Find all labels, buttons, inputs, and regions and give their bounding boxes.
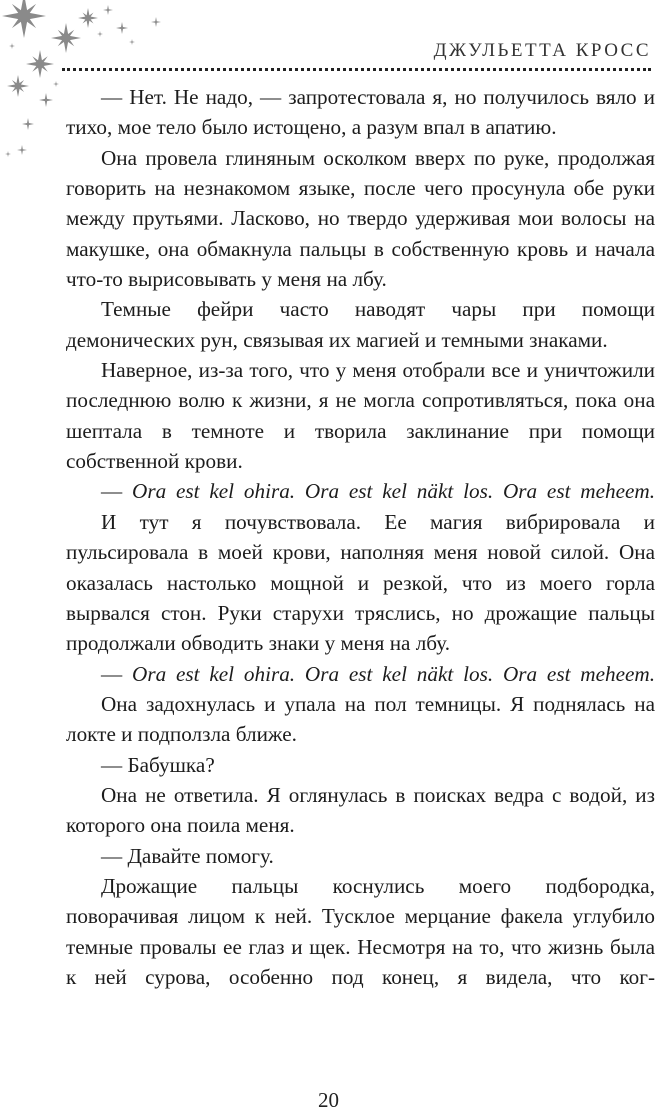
sparkle-star-icon (39, 93, 53, 107)
sparkle-star-icon (5, 151, 11, 157)
sparkle-star-icon (53, 81, 59, 87)
paragraph-spell (66, 476, 655, 506)
paragraph: И тут я почувствовала. Ее магия вибрировала и пульсировала в моей крови, наполняя меня новой силой. Она оказалась настолько мощной и резкой, что из моего горла вырвался стон. Руки старухи тряслись, но дрожащие пальцы продолжали обводить знаки у меня на лбу. (66, 509, 655, 656)
sparkle-star-icon (22, 118, 34, 130)
running-header: ДЖУЛЬЕТТА КРОСС (433, 40, 651, 61)
dialogue-dash: — (101, 479, 133, 504)
paragraph: Она задохнулась и упала на пол темницы. Я поднялась на локте и подползла ближе. (66, 691, 655, 747)
paragraph: — Нет. Не надо, — запротестовала я, но получилось вяло и тихо, мое тело было истощено, а разум впал в апатию. (66, 85, 655, 140)
paragraph: Дрожащие пальцы коснулись моего подбородка, поворачивая лицом к ней. Тусклое мерцание факела углубило темные провалы ее глаз и щек. Несмотря на то, что жизнь была к ней сурова, особенно под конец, я видела, что ког- (66, 873, 655, 989)
body-text (66, 82, 655, 992)
paragraph: Она не ответила. Я оглянулась в поисках ведра с водой, из которого она поила меня. (66, 782, 655, 838)
paragraph: Темные фейри часто наводят чары при помощи демонических рун, связывая их магией и темными знаками. (66, 297, 655, 352)
sparkle-star-icon (129, 39, 135, 45)
dotted-divider (62, 68, 651, 71)
sparkle-star-icon (116, 22, 128, 34)
spell-text: Ora est kel ohira. Ora est kel näkt los. Ora est meheem. (132, 479, 656, 504)
paragraph-spell (66, 659, 655, 689)
sparkle-star-icon (17, 145, 27, 155)
sparkle-star-icon (103, 5, 113, 15)
sparkle-star-icon (97, 31, 103, 37)
paragraph: Наверное, из-за того, что у меня отобрали все и уничтожили последнюю волю к жизни, я не могла сопротивляться, пока она шептала в темноте и творила заклинание при помощи собственной крови. (66, 358, 655, 474)
paragraph: — Бабушка? (101, 752, 215, 777)
paragraph: Она провела глиняным осколком вверх по руке, продолжая говорить на незнакомом языке, после чего просунула обе руки между прутьями. Ласково, но твердо удерживая мои волосы на макушке, она обмакнула пальцы в собственную кровь и начала что-то вырисовывать у меня на лбу. (66, 145, 655, 292)
dialogue-dash: — (101, 661, 133, 686)
sparkle-star-icon (9, 43, 15, 49)
page-number: 20 (318, 1088, 339, 1112)
sparkle-star-icon (151, 17, 161, 27)
spell-text: Ora est kel ohira. Ora est kel näkt los. Ora est meheem. (132, 661, 656, 686)
paragraph: — Давайте помогу. (101, 843, 274, 868)
